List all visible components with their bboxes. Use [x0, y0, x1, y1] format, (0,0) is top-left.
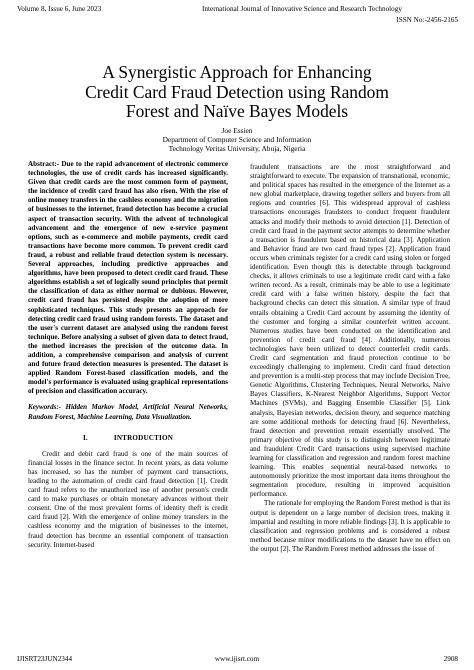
section-heading [28, 434, 228, 443]
body-paragraph: fraudulent transactions are the most straightforward and straightforward to execute. The expansion of transnational, economic, and political spaces has resulted in the emergence of the Internet as a new global marketplace, drawing together sellers and buyers from all regions and countries [6]. This widespread approval of cashless transactions encourages fraudsters to conduct frequent fraudulent attacks and modify their methods to avoid detection [1]. Detection of credit card fraud in the payment sector attempts to determine whether a transaction is fraudulent based on historical data [3]. Application and Behavior fraud are two card fraud types [2]. Application fraud occurs when criminals register for a credit card using stolen or forged identification. Even though this is detectable through background checks, it allows criminals to use a legitimate credit card with a fake written record. As a result, criminals may be able to use a legitimate credit card with a false written history, despite the fact that background checks can detect this situation. A similar type of fraud entails obtaining a Credit Card account by assuming the identity of the customer and forging a similar counterfeit written account. Numerous studies have been conducted on the identification and prevention of credit card fraud [4]. Additionally, numerous technologies have been utilized to detect counterfeit credit cards. Credit card segmentation and fraud protection continue to be exceedingly challenging to implement. Credit card fraud detection and prevention is a multi-step process that may include Decision Tree, Genetic Algorithms, Clustering Techniques, Neural Networks, Naive Bayes Classifiers, K-Nearest Neighbor Algorithms, Support Vector Machines (SVMs), and Bagging Ensemble Classifier [5]. Link analysis, Bayesian networks, decision theory, and sequence matching are some additional methods for detecting fraud [6]. Nevertheless, fraud detection and prevention remain essentially unsolved. The primary objective of this study is to distinguish between legitimate and fraudulent Credit Card transactions using supervised machine learning for classification and regression and random forest machine learning. This enables sequential neural-based networks to autonomously prioritize the most important data items throughout the segmentation procedure, resulting in improved acquisition performance. [250, 163, 450, 499]
title-line: A Synergistic Approach for Enhancing [102, 62, 372, 82]
left-column [28, 160, 228, 550]
section-number: I. [82, 433, 88, 442]
author-name: Joe Essien [221, 126, 253, 135]
author-block [20, 126, 454, 153]
author-affiliation: Technology Veritas University, Abuja, Nigeria [168, 144, 306, 153]
body-paragraph: The rationale for employing the Random Forest method is that its output is dependent on a large number of decision trees, making it impartial and resulting in more reliable findings [3]. It is applicable to classification and regression problems and is considered a robust method because minor modifications to the dataset have no effect on the output [2]. The Random Forest method addresses the issue of [250, 499, 450, 553]
header-journal: International Journal of Innovative Science and Research Technology [202, 5, 402, 13]
author-department: Department of Computer Science and Information [162, 135, 312, 144]
header-issn: ISSN No:-2456-2165 [396, 16, 458, 24]
footer-website: www.ijisrt.com [214, 655, 260, 663]
right-column [250, 163, 450, 554]
footer-page-number: 2908 [443, 655, 458, 663]
footer-paper-id: IJISRT23JUN2344 [17, 655, 73, 663]
abstract: Abstract:- Due to the rapid advancement of electronic commerce technologies, the use of credit cards has increased significantly. Given that credit cards are the most common form of payment, the incidence of credit card fraud has also risen. With the rise of online money transfers in the cashless economy and the migration of businesses to the internet, fraud detection has become a crucial aspect of transaction security. With the advent of technological advancement and the emergence of new e-service payment options, such as e-commerce and mobile payments, credit card transactions have become more common. To prevent credit card fraud, a robust and reliable fraud detection system is necessary. Several approaches, including predictive approaches and algorithms, have been proposed to detect credit card fraud. These algorithms establish a set of logically sound principles that permit the classification of data as either normal or dubious. However, credit card fraud has persisted despite the adoption of more sophisticated techniques. This study presents an approach for detecting credit card fraud using random forests. The dataset and the user's current dataset are analysed using the random forest technique. Before analysing a subset of given data to detect fraud, the method increases the precision of the outcome data. In addition, a comprehensive comparison and analysis of current and future fraud detection measures is presented. The dataset is applied Random Forest-based classification models, and the model's performance is evaluated using graphical representations of precision and classification accuracy. [28, 160, 228, 396]
keywords: Keywords:- Hidden Markov Model, Artificial Neural Networks, Random Forest, Machine Learning, Data Visualization. [28, 403, 228, 421]
header-volume: Volume 8, Issue 6, June 2023 [17, 5, 102, 13]
section-title: INTRODUCTION [113, 433, 174, 442]
paper-title [20, 63, 454, 122]
intro-paragraph: Credit and debit card fraud is one of the main sources of financial losses in the finance sector. In recent years, as data volume has increased, so has the number of payment card transactions, leading to the automation of credit card fraud detection [1]. Credit card fraud refers to the unauthorized use of another person's credit card to make purchases or obtain monetary advances without their consent. One of the most prevalent forms of identity theft is credit card fraud [2]. With the emergence of online money transfers in the cashless economy and the migration of businesses to the internet, fraud detection has become an essential component of transaction security. Internet-based [28, 449, 228, 549]
title-line: Forest and Naïve Bayes Models [125, 101, 349, 122]
title-line: Credit Card Fraud Detection using Random [85, 81, 389, 102]
